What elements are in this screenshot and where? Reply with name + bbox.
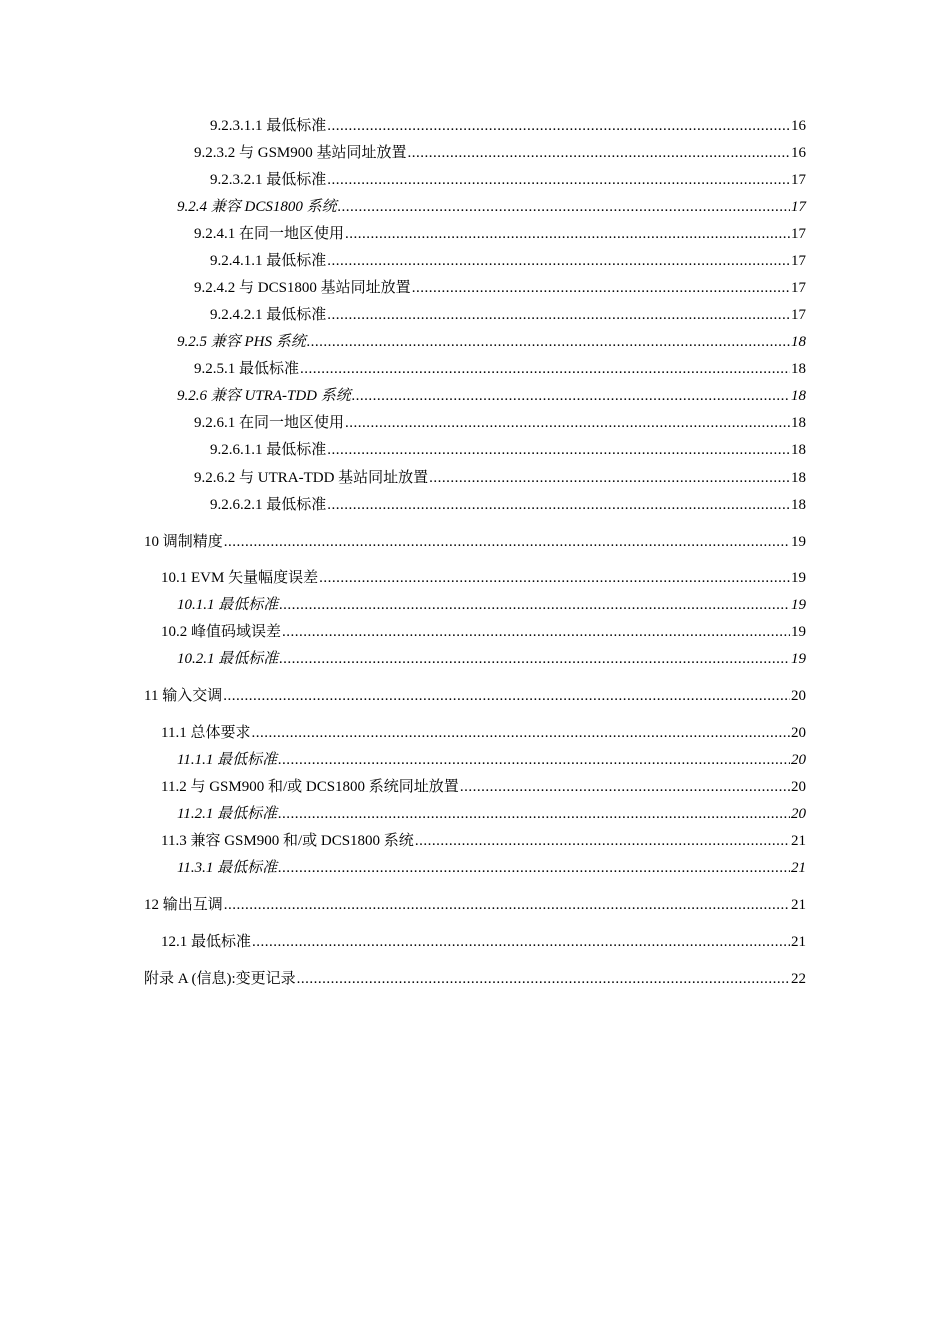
dot-leader	[327, 252, 790, 270]
toc-entry[interactable]	[194, 356, 806, 378]
toc-entry-label: 11.1 总体要求	[161, 725, 251, 741]
toc-entry-label: 9.2.4.2 与 DCS1800 基站同址放置	[194, 280, 411, 296]
toc-entry-page-number: 19	[791, 570, 806, 586]
toc-entry-label: 9.2.4.2.1 最低标准	[210, 307, 327, 323]
toc-entry-label: 9.2.6.2 与 UTRA-TDD 基站同址放置	[194, 470, 429, 486]
toc-entry-page-number: 22	[791, 971, 806, 987]
toc-entry-page-number: 18	[791, 442, 806, 458]
dot-leader	[327, 171, 790, 189]
toc-entry[interactable]	[194, 465, 806, 487]
dot-leader	[408, 144, 790, 162]
dot-leader	[223, 687, 790, 705]
toc-entry-page-number: 20	[791, 688, 806, 704]
dot-leader	[297, 970, 790, 988]
dot-leader	[327, 496, 790, 514]
toc-entry[interactable]	[210, 113, 806, 135]
toc-entry-page-number: 19	[791, 597, 806, 613]
toc-entry[interactable]	[177, 592, 806, 614]
toc-entry-label: 12.1 最低标准	[161, 934, 252, 950]
toc-entry-page-number: 21	[791, 833, 806, 849]
toc-entry-page-number: 18	[791, 361, 806, 377]
dot-leader	[319, 569, 790, 587]
toc-entry[interactable]	[177, 383, 806, 405]
dot-leader	[345, 225, 790, 243]
dot-leader	[307, 333, 790, 351]
toc-entry-page-number: 16	[791, 118, 806, 134]
dot-leader	[300, 360, 790, 378]
toc-entry-label: 9.2.3.1.1 最低标准	[210, 118, 327, 134]
toc-entry[interactable]	[194, 221, 806, 243]
dot-leader	[352, 387, 790, 405]
toc-entry-label: 9.2.6 兼容 UTRA-TDD 系统	[177, 388, 351, 404]
dot-leader	[345, 414, 790, 432]
toc-entry[interactable]	[161, 774, 806, 796]
toc-entry[interactable]	[177, 747, 806, 769]
toc-entry-page-number: 17	[791, 307, 806, 323]
toc-entry-label: 9.2.3.2 与 GSM900 基站同址放置	[194, 145, 407, 161]
toc-entry[interactable]	[144, 966, 806, 988]
toc-entry-label: 9.2.5 兼容 PHS 系统	[177, 334, 306, 350]
dot-leader	[224, 533, 790, 551]
dot-leader	[415, 832, 790, 850]
toc-entry-page-number: 18	[791, 388, 806, 404]
toc-entry[interactable]	[161, 619, 806, 641]
toc-entry[interactable]	[161, 929, 806, 951]
toc-entry-label: 10.1.1 最低标准	[177, 597, 279, 613]
toc-entry-label: 9.2.4.1 在同一地区使用	[194, 226, 345, 242]
dot-leader	[327, 441, 790, 459]
toc-entry-page-number: 17	[791, 172, 806, 188]
toc-entry-page-number: 20	[791, 806, 806, 822]
dot-leader	[251, 724, 790, 742]
toc-entry[interactable]	[161, 565, 806, 587]
toc-entry[interactable]	[144, 529, 806, 551]
toc-entry[interactable]	[194, 275, 806, 297]
toc-entry-label: 9.2.6.2.1 最低标准	[210, 497, 327, 513]
dot-leader	[278, 751, 790, 769]
toc-entry-label: 11.3.1 最低标准	[177, 860, 278, 876]
toc-entry-label: 9.2.5.1 最低标准	[194, 361, 300, 377]
toc-entry[interactable]	[194, 410, 806, 432]
toc-entry[interactable]	[161, 828, 806, 850]
toc-entry-label: 10.2.1 最低标准	[177, 651, 279, 667]
toc-entry-page-number: 16	[791, 145, 806, 161]
toc-entry[interactable]	[210, 248, 806, 270]
dot-leader	[278, 805, 790, 823]
toc-entry-label: 11 输入交调	[144, 688, 223, 704]
dot-leader	[338, 198, 790, 216]
toc-entry-page-number: 18	[791, 470, 806, 486]
toc-entry-page-number: 21	[791, 934, 806, 950]
toc-entry[interactable]	[177, 646, 806, 668]
toc-entry-label: 9.2.4 兼容 DCS1800 系统	[177, 199, 337, 215]
toc-entry-page-number: 18	[791, 415, 806, 431]
toc-entry-label: 10.2 峰值码域误差	[161, 624, 282, 640]
dot-leader	[327, 117, 790, 135]
toc-entry-label: 9.2.4.1.1 最低标准	[210, 253, 327, 269]
toc-entry-label: 12 输出互调	[144, 897, 223, 913]
dot-leader	[278, 859, 790, 877]
toc-entry-page-number: 17	[791, 226, 806, 242]
toc-entry-page-number: 19	[791, 651, 806, 667]
toc-entry[interactable]	[177, 329, 806, 351]
toc-entry-page-number: 21	[791, 897, 806, 913]
toc-entry-label: 9.2.6.1 在同一地区使用	[194, 415, 345, 431]
dot-leader	[460, 778, 790, 796]
dot-leader	[279, 596, 790, 614]
toc-entry[interactable]	[210, 167, 806, 189]
toc-entry-label: 11.2 与 GSM900 和/或 DCS1800 系统同址放置	[161, 779, 459, 795]
toc-entry-page-number: 17	[791, 199, 806, 215]
toc-entry-label: 9.2.3.2.1 最低标准	[210, 172, 327, 188]
toc-entry-page-number: 19	[791, 534, 806, 550]
toc-entry-label: 9.2.6.1.1 最低标准	[210, 442, 327, 458]
toc-entry-page-number: 19	[791, 624, 806, 640]
toc-entry[interactable]	[177, 194, 806, 216]
toc-entry[interactable]	[210, 302, 806, 324]
toc-entry-page-number: 18	[791, 334, 806, 350]
toc-entry[interactable]	[210, 492, 806, 514]
toc-entry[interactable]	[210, 437, 806, 459]
toc-entry-label: 11.2.1 最低标准	[177, 806, 278, 822]
dot-leader	[224, 896, 790, 914]
dot-leader	[279, 650, 790, 668]
toc-entry-page-number: 20	[791, 779, 806, 795]
toc-entry-page-number: 18	[791, 497, 806, 513]
toc-entry-label: 11.3 兼容 GSM900 和/或 DCS1800 系统	[161, 833, 414, 849]
toc-entry-page-number: 20	[791, 725, 806, 741]
toc-entry-page-number: 20	[791, 752, 806, 768]
toc-entry-label: 10.1 EVM 矢量幅度误差	[161, 570, 319, 586]
dot-leader	[412, 279, 790, 297]
toc-entry-page-number: 21	[791, 860, 806, 876]
dot-leader	[327, 306, 790, 324]
toc-entry[interactable]	[144, 892, 806, 914]
toc-entry[interactable]	[144, 683, 806, 705]
dot-leader	[429, 469, 790, 487]
toc-entry-label: 11.1.1 最低标准	[177, 752, 278, 768]
toc-entry-label: 附录 A (信息):变更记录	[144, 971, 296, 987]
toc-entry[interactable]	[177, 855, 806, 877]
toc-entry[interactable]	[177, 801, 806, 823]
toc-entry-page-number: 17	[791, 280, 806, 296]
toc-entry-page-number: 17	[791, 253, 806, 269]
toc-entry[interactable]	[161, 720, 806, 742]
toc-entry-label: 10 调制精度	[144, 534, 223, 550]
dot-leader	[252, 933, 790, 951]
dot-leader	[282, 623, 790, 641]
toc-entry[interactable]	[194, 140, 806, 162]
